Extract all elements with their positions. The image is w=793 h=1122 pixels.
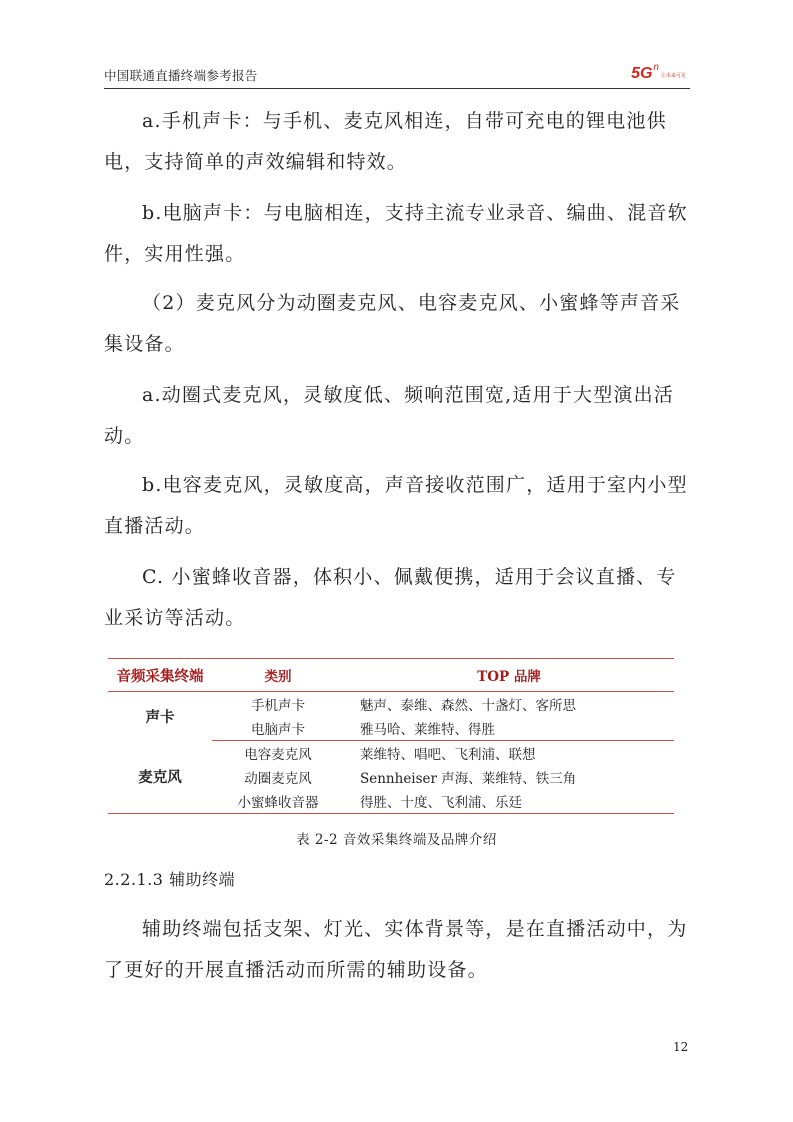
group-label-microphone: 麦克风 bbox=[108, 741, 212, 814]
brand-logo-superscript: n bbox=[653, 62, 659, 73]
brands-cell: 雅马哈、莱维特、得胜 bbox=[344, 716, 674, 741]
paragraph-auxiliary-terminals: 辅助终端包括支架、灯光、实体背景等，是在直播活动中，为了更好的开展直播活动而所需的辅助设备。 bbox=[104, 918, 688, 981]
column-header-brands: TOP 品牌 bbox=[344, 659, 674, 692]
paragraph-phone-sound-card: a.手机声卡：与手机、麦克风相连，自带可充电的锂电池供电，支持简单的声效编辑和特效。 bbox=[104, 110, 667, 173]
page-number: 12 bbox=[673, 1040, 689, 1054]
audio-terminal-brand-table bbox=[108, 658, 674, 814]
paragraph-pc-sound-card: b.电脑声卡：与电脑相连，支持主流专业录音、编曲、混音软件，实用性强。 bbox=[104, 202, 688, 265]
category-cell: 小蜜蜂收音器 bbox=[212, 789, 344, 814]
table-row bbox=[108, 692, 674, 717]
group-label-sound-card: 声卡 bbox=[145, 708, 175, 726]
brand-logo-mark: 5G bbox=[631, 65, 653, 82]
table-caption: 表 2-2 音效采集终端及品牌介绍 bbox=[296, 832, 497, 848]
column-header-terminal: 音频采集终端 bbox=[108, 659, 212, 692]
paragraph-dynamic-microphone: a.动圈式麦克风，灵敏度低、频响范围宽,适用于大型演出活动。 bbox=[104, 384, 675, 447]
brand-logo-tagline: 让未来可见 bbox=[660, 73, 686, 79]
paragraph-condenser-microphone: b.电容麦克风，灵敏度高，声音接收范围广，适用于室内小型直播活动。 bbox=[104, 474, 688, 537]
category-cell: 电脑声卡 bbox=[212, 716, 344, 741]
brands-cell: 得胜、十度、飞利浦、乐廷 bbox=[344, 789, 674, 814]
table-row bbox=[108, 741, 674, 766]
column-header-category: 类别 bbox=[212, 659, 344, 692]
category-cell: 电容麦克风 bbox=[244, 747, 312, 763]
table-header-row bbox=[108, 659, 674, 692]
brands-cell: 魅声、泰维、森然、十盏灯、客所思 bbox=[360, 698, 576, 714]
report-title: 中国联通直播终端参考报告 bbox=[104, 68, 258, 83]
paragraph-lavalier-receiver: C. 小蜜蜂收音器，体积小、佩戴便携，适用于会议直播、专业采访等活动。 bbox=[104, 566, 677, 629]
section-heading: 2.2.1.3 辅助终端 bbox=[104, 870, 236, 889]
brands-cell: 莱维特、唱吧、飞利浦、联想 bbox=[360, 747, 536, 763]
paragraph-microphone-types: （2）麦克风分为动圈麦克风、电容麦克风、小蜜蜂等声音采集设备。 bbox=[104, 292, 681, 355]
category-cell: 动圈麦克风 bbox=[244, 771, 312, 787]
page-header bbox=[104, 52, 690, 89]
brands-cell: Sennheiser 声海、莱维特、铁三角 bbox=[360, 771, 577, 787]
category-cell: 手机声卡 bbox=[251, 698, 305, 714]
brand-logo bbox=[631, 58, 686, 82]
